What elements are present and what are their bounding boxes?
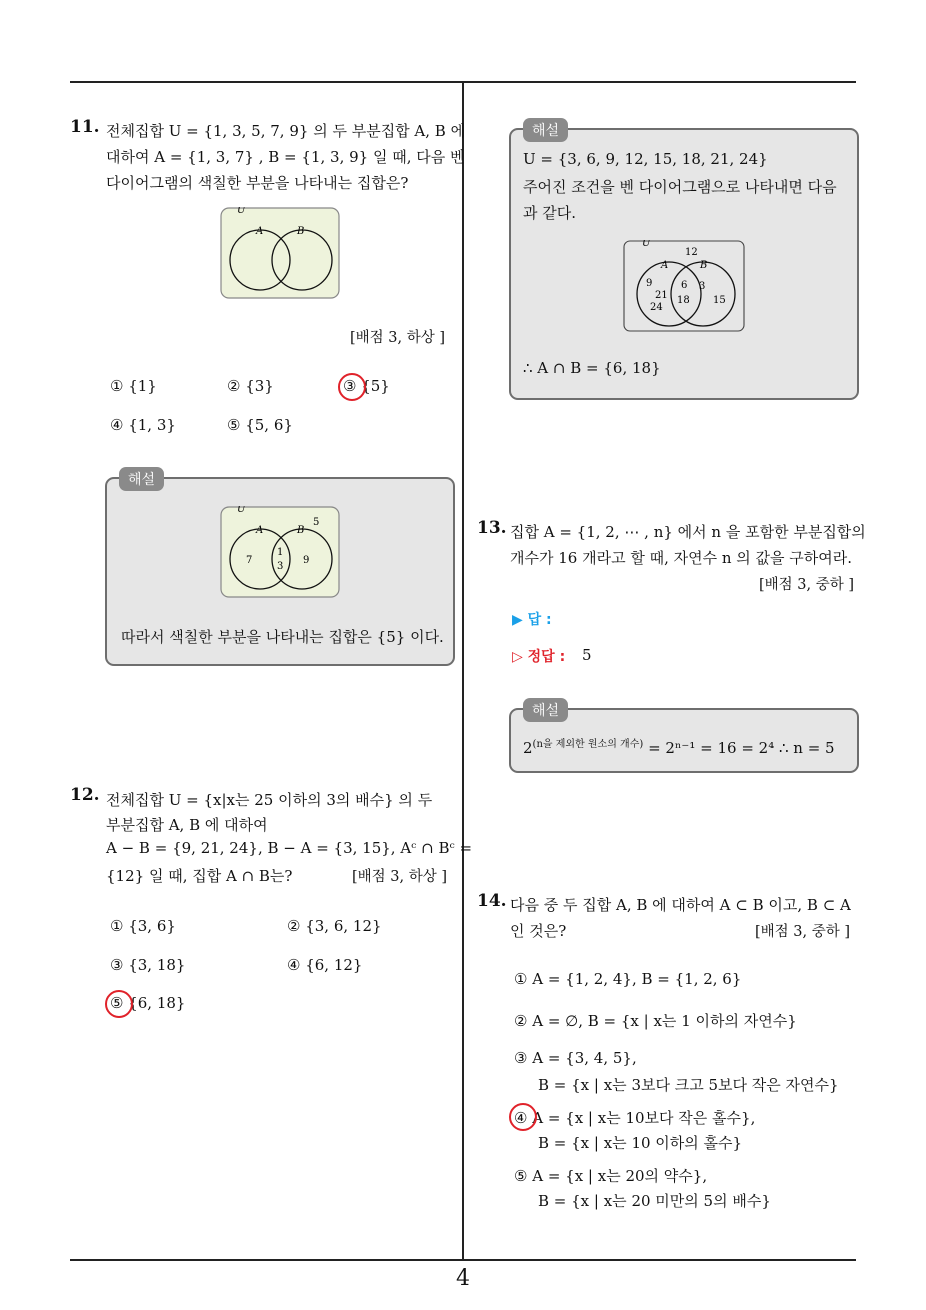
venn-b-label: B <box>700 260 708 271</box>
formula-base: 2 <box>523 739 533 757</box>
solution-box <box>509 123 859 400</box>
solution-text-line: 과 같다. <box>523 204 577 222</box>
venn-left-value: 9 <box>646 278 653 289</box>
question-text-line: A − B = {9, 21, 24}, B − A = {3, 15}, Aᶜ ∩ Bᶜ = <box>106 839 473 857</box>
question-text-line: 대하여 A = {1, 3, 7} , B = {1, 3, 9} 일 때, 다음 벤 <box>106 148 465 166</box>
question-text-line: 다음 중 두 집합 A, B 에 대하여 A ⊂ B 이고, B ⊂ A <box>510 896 851 914</box>
venn-a-label: A <box>256 226 264 237</box>
choice-5-line-2: B = {x | x는 20 미만의 5의 배수} <box>538 1192 771 1210</box>
venn-middle-value: 18 <box>677 295 690 306</box>
venn-middle-value: 3 <box>277 561 284 572</box>
choice-3[interactable]: ③ A = {3, 4, 5}, <box>514 1049 637 1067</box>
solution-venn-diagram <box>623 240 745 332</box>
choice-4[interactable]: ④ A = {x | x는 10보다 작은 홀수}, <box>514 1109 756 1127</box>
choice-4-line-2: B = {x | x는 10 이하의 홀수} <box>538 1134 743 1152</box>
choice-1[interactable]: ① {3, 6} <box>110 917 176 935</box>
choice-4[interactable]: ④ {1, 3} <box>110 416 176 434</box>
page-number: 4 <box>456 1266 470 1291</box>
choice-3[interactable]: ③ {5} <box>343 377 390 395</box>
venn-left-value: 21 <box>655 290 668 301</box>
selected-answer-mark <box>105 990 133 1018</box>
score-level: [배점 3, 중하 ] <box>759 577 855 593</box>
score-level: [배점 3, 하상 ] <box>350 330 446 346</box>
correct-answer-label: ▷ 정답 : <box>512 649 566 665</box>
venn-a-label: A <box>661 260 669 271</box>
choice-1[interactable]: ① A = {1, 2, 4}, B = {1, 2, 6} <box>514 970 742 988</box>
formula-exponent: (n을 제외한 원소의 개수) <box>532 739 644 750</box>
solution-formula <box>523 735 835 757</box>
venn-b-label: B <box>297 226 305 237</box>
question-text-line: 다이어그램의 색칠한 부분을 나타내는 집합은? <box>106 174 409 192</box>
score-level: [배점 3, 하상 ] <box>352 869 448 885</box>
solution-text: 따라서 색칠한 부분을 나타내는 집합은 {5} 이다. <box>121 628 444 646</box>
question-text-line: 전체집합 U = {x|x는 25 이하의 3의 배수} 의 두 <box>106 791 433 809</box>
solution-text-line: U = {3, 6, 9, 12, 15, 18, 21, 24} <box>523 150 768 168</box>
choice-2[interactable]: ② {3} <box>227 377 274 395</box>
venn-right-value: 3 <box>699 281 706 292</box>
solution-conclusion: ∴ A ∩ B = {6, 18} <box>523 359 661 377</box>
solution-text-line: 주어진 조건을 벤 다이어그램으로 나타내면 다음 <box>523 178 837 196</box>
venn-middle-value: 6 <box>681 280 688 291</box>
venn-right-value: 15 <box>713 295 726 306</box>
choice-2[interactable]: ② A = ∅, B = {x | x는 1 이하의 자연수} <box>514 1012 797 1030</box>
venn-diagram <box>220 207 340 299</box>
venn-left-value: 24 <box>650 302 663 313</box>
question-number: 14. <box>477 891 507 911</box>
venn-b-label: B <box>297 525 305 536</box>
venn-middle-value: 1 <box>277 547 284 558</box>
bottom-rule <box>70 1259 856 1261</box>
solution-tab: 해설 <box>119 467 164 491</box>
question-text-line: 인 것은? <box>510 922 567 940</box>
choice-3-line-2: B = {x | x는 3보다 크고 5보다 작은 자연수} <box>538 1076 839 1094</box>
question-number: 12. <box>70 785 100 805</box>
choice-1[interactable]: ① {1} <box>110 377 157 395</box>
question-number: 11. <box>70 117 100 137</box>
choice-2[interactable]: ② {3, 6, 12} <box>287 917 382 935</box>
venn-left-value: 7 <box>246 555 253 566</box>
column-divider <box>462 83 464 1261</box>
question-text-line: 개수가 16 개라고 할 때, 자연수 n 의 값을 구하여라. <box>510 549 853 567</box>
choice-5[interactable]: ⑤ {6, 18} <box>110 994 186 1012</box>
question-text-line: {12} 일 때, 집합 A ∩ B는? <box>106 867 293 885</box>
answer-label: ▶ 답 : <box>512 612 552 628</box>
choice-4[interactable]: ④ {6, 12} <box>287 956 363 974</box>
question-text-line: 집합 A = {1, 2, ⋯ , n} 에서 n 을 포함한 부분집합의 <box>510 523 866 541</box>
solution-tab: 해설 <box>523 698 568 722</box>
question-number: 13. <box>477 518 507 538</box>
venn-outside-value: 5 <box>313 517 320 528</box>
venn-right-value: 9 <box>303 555 310 566</box>
venn-u-label: U <box>237 207 246 216</box>
choice-5[interactable]: ⑤ A = {x | x는 20의 약수}, <box>514 1167 708 1185</box>
formula-rest: = 2ⁿ⁻¹ = 16 = 2⁴ ∴ n = 5 <box>648 739 835 757</box>
question-text-line: 부분집합 A, B 에 대하여 <box>106 816 268 834</box>
selected-answer-mark <box>509 1103 537 1131</box>
selected-answer-mark <box>338 373 366 401</box>
question-text-line: 전체집합 U = {1, 3, 5, 7, 9} 의 두 부분집합 A, B 에 <box>106 122 466 140</box>
venn-u-label: U <box>237 506 246 515</box>
choice-3[interactable]: ③ {3, 18} <box>110 956 186 974</box>
solution-box <box>105 472 455 666</box>
solution-venn-diagram <box>220 506 340 598</box>
solution-box <box>509 703 859 773</box>
venn-outside-value: 12 <box>685 247 698 258</box>
venn-u-label: U <box>642 240 651 249</box>
choice-5[interactable]: ⑤ {5, 6} <box>227 416 293 434</box>
solution-tab: 해설 <box>523 118 568 142</box>
venn-a-label: A <box>256 525 264 536</box>
correct-answer-value: 5 <box>582 646 592 664</box>
score-level: [배점 3, 중하 ] <box>755 924 851 940</box>
